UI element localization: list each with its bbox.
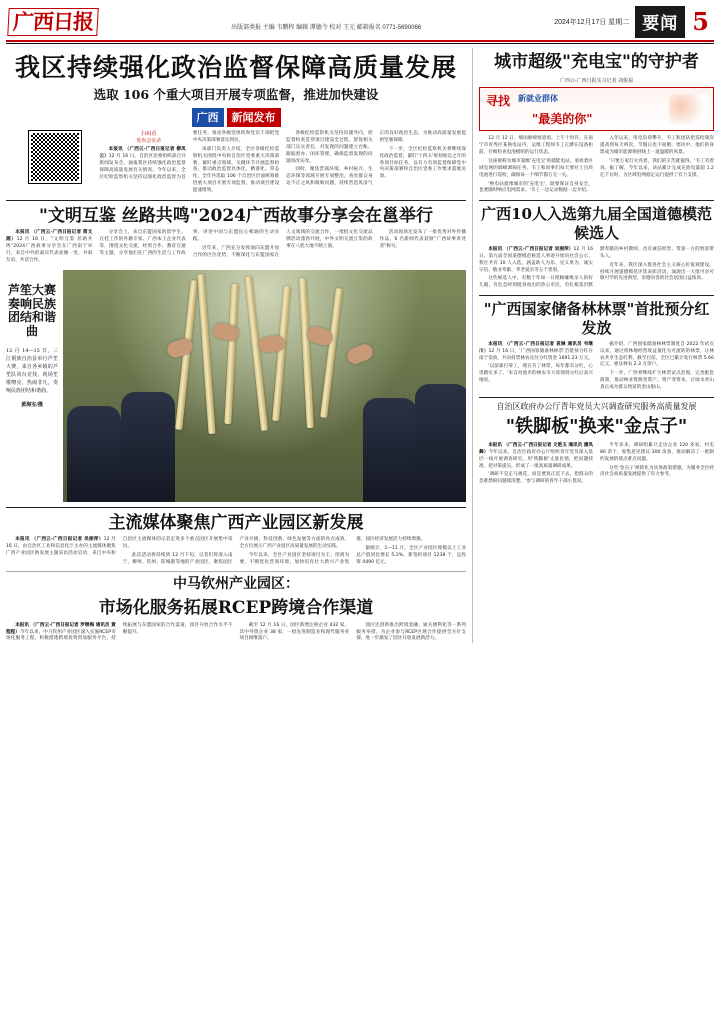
page-body bbox=[0, 44, 720, 649]
right-d-para-3: 这些'金点子'被转化为具体政策措施，为服务全区经济社会高质量发展提供了有力参考。 bbox=[600, 465, 714, 478]
left-column bbox=[6, 48, 466, 643]
badge-news-release: 新闻发布 bbox=[227, 108, 281, 127]
right-a-para-0: 12 月 12 日，细雨绵绵寒意浓。上午十时许，在南宁市青秀区某换电站内，运维工程师韦工正蹲在设备柜前，仔细检查电池模组的运行状态。 bbox=[479, 136, 593, 156]
right-c-para-0: 12 月 16 日，'广西国家储备林林票'首批预分红在南宁发放，共向持票林农兑付分红资金 1691.23 万元。 bbox=[479, 348, 593, 361]
article4-kicker: 中马钦州产业园区： bbox=[173, 575, 299, 592]
right-b-para-1: 这些候选人中，有数十年如一日照顾瘫痪亲人的好儿媳，有危急时刻挺身而出的热心市民，有扎根基层默默奉献的乡村教师，也有诚信经营、带富一方的致富带头人。 bbox=[479, 246, 714, 289]
article4-headline: 市场化服务拓展RCEP跨境合作渠道 bbox=[98, 598, 374, 619]
right-c-headline: "广西国家储备林林票"首批预分红发放 bbox=[483, 300, 710, 337]
right-c-para-2: 据介绍，广西国家储备林林票制度自 2022 年试点以来，通过将林地经营收益量化为可流转的林票，让林农共享生态红利。截至目前，全区已累计发行林票 5.66 亿元，惠及林农 2.3 万余户。 bbox=[600, 341, 714, 368]
lead-para-4: 下一步，全区纪检监察机关将继续深化政治监督，紧盯'十四五'规划收官之年的各项目标任务，以有力有效监督保障党中央决策部署和自治区党委工作要求落地见效。 bbox=[379, 146, 466, 180]
banner-decoration bbox=[669, 94, 709, 124]
right-d-kicker: 自治区政府办公厅青年党员大兴调查研究服务高质量发展 bbox=[496, 401, 697, 411]
article4-body bbox=[6, 623, 466, 644]
article3-byline: 本报讯 （广西云-广西日报记者 吴丽萍） bbox=[15, 537, 104, 543]
page-number: 5 bbox=[692, 7, 709, 36]
article3-para-2: 今年以来，全区产业园区坚持项目为王、招商为要，不断优化营商环境，加快培育壮大新兴产业集群，园区经济发展活力持续增强。 bbox=[239, 537, 426, 565]
right-d-byline: 本报讯 （广西云-广西日报记者 文艳玉 通讯员 潘凤舞） bbox=[479, 442, 593, 455]
right-a-para-1: 这座被称为城市超级'充电宝'的储能电站，承担着区域电网的调峰调频任务。韦工和同事们每天要对上百块电池进行巡检，确保每一个细节都万无一失。 bbox=[479, 158, 593, 178]
issue-date: 2024年12月17日 星期二 bbox=[554, 19, 630, 26]
section-header bbox=[635, 6, 712, 38]
right-a-headline: 城市超级"充电宝"的守护者 bbox=[494, 52, 699, 72]
article2-body bbox=[6, 230, 466, 264]
lead-para-1: 该部门负责人介绍，全区各级纪检监察机关围绕中央和自治区党委重大决策部署，紧盯重点领域、关键环节开展监督检查，推动政治监督具体化、精准化、常态化，全年共选取 106 个自治区层面统筹推进重大项目开展专项监督，推动项目建设提速增效。 bbox=[192, 146, 280, 194]
section-label: 要闻 bbox=[635, 6, 685, 38]
photo-credit: 黄海宝/摄 bbox=[21, 402, 43, 409]
banner-text-1: 寻找 bbox=[486, 94, 511, 109]
divider-r2 bbox=[479, 295, 714, 296]
right-a-byline: 广西云-广西日报实习记者 刘俊福 bbox=[559, 78, 634, 85]
article2-headline: "文明互鉴 丝路共鸣"2024广西故事分享会在邕举行 bbox=[39, 206, 433, 227]
right-c-byline: 本报讯 （广西云-广西日报记者 袁琳 通讯员 韦继川） bbox=[479, 341, 593, 354]
right-a-para-2: '换电站就像城市的'充电宝'，既要保证自身安全，也要随时响应电网需求。'韦工一边记录数据一边介绍。 bbox=[479, 181, 593, 194]
right-c-para-1: '以前靠打零工，现在有了林票，每年都有分红，心里踏实多了。'来自河池市的林农韦大哥领到分红后高兴地说。 bbox=[479, 364, 593, 384]
article2-para-0: 12 月 16 日，"文明互鉴 丝路共鸣"2024广西故事分享会在广西南宁举行，来自中外的嘉宾代表欢聚一堂，共叙友谊、共话合作。 bbox=[6, 237, 93, 263]
right-d-headline: "铁脚板"换来"金点子" bbox=[505, 416, 688, 438]
divider-2 bbox=[6, 507, 466, 508]
lead-para-0: 12 月 16 日，自治区党委组织部召开新闻发布会，通报我区持续强化政治监督保障高质量发展有关情况。今年以来，全区纪检监察机关坚持以强化政治监督为首要任务，推动各级党组织和党员干部把党中央决策部署落实到位。 bbox=[99, 131, 280, 180]
right-b-para-2: 近年来，我区深入推进社会主义核心价值观建设，持续开展道德模范评选表彰活动，涌现出一大批可亲可敬可学的先进典型，崇德向善的社会氛围日益浓厚。 bbox=[600, 262, 714, 282]
article2-para-3: 活动现场还发布了一批优秀对外传播作品，6 名新闻代表获颁"广西故事讲述者"称号。 bbox=[379, 230, 466, 250]
logo-text: 广西日报 bbox=[7, 8, 98, 36]
masthead bbox=[0, 0, 720, 40]
qr-caption: 扫码看 发布会实录 bbox=[136, 131, 162, 144]
article3-body bbox=[6, 537, 466, 567]
qr-code-image[interactable] bbox=[29, 131, 81, 183]
right-column bbox=[472, 48, 714, 643]
right-a-para-4: '只要万家灯火亮着，我们的辛苦就值得。'韦工笑着说。据了解，今年以来，该站累计完成充放电量超 1.2 亿千瓦时，为区域电网稳定运行提供了有力支撑。 bbox=[600, 158, 714, 178]
lead-para-2: 各级纪检监察机关坚持问题导向，把监督检查贯穿项目建设全过程，督促相关部门压实责任，对发现的问题建立台账、跟踪督办、闭环管理，确保监督发现的问题真改实改。 bbox=[286, 131, 373, 164]
right-c-para-3: 下一步，广西将继续扩大林票试点范围，完善配套政策，推动林业资源变资产、资产变资本，让绿水青山真正成为群众致富的金山银山。 bbox=[600, 371, 714, 391]
lead-para-3: 同时，聚焦营商环境、乡村振兴、生态环保等领域开展专项整治，查处群众身边不正之风和腐败问题，持续营造风清气正的良好政治生态，为推动高质量发展提供坚强保障。 bbox=[286, 131, 466, 187]
divider-1 bbox=[6, 200, 466, 201]
right-b-headline: 广西10人入选第九届全国道德模范候选人 bbox=[481, 205, 712, 243]
photo-title: 芦笙大赛奏响民族团结和谐曲 bbox=[7, 282, 56, 339]
right-d-para-2: 半年多来，调研组累计走访企业 120 多家、村屯 80 余个，收集意见建议 300 余条，推动解决了一批制约发展的堵点难点问题。 bbox=[600, 442, 714, 462]
divider-r1 bbox=[479, 200, 714, 201]
publisher-info: 出版部类报 主编 韦鹏程 编辑 谭德令 校对 王元 邮箱报名 0771-5690066 bbox=[231, 24, 422, 31]
article2-byline: 本报讯 （广西云-广西日报记者 简文湘） bbox=[6, 230, 93, 243]
article3-para-1: 此次活动将持续到 12 月下旬，记者们将深入南宁、柳州、钦州、防城港等地的产业园区，聚焦园区产业升级、科技创新、绿色发展等方面的亮点成效，全方位展示广西产业园区高质量发展的生动实践。 bbox=[122, 537, 350, 565]
right-d-body bbox=[479, 443, 714, 486]
news-release-badges bbox=[6, 108, 466, 127]
right-b-byline: 本报讯 （广西云-广西日报记者 吴丽萍） bbox=[488, 246, 574, 252]
article4-byline: 本报讯 （广西云-广西日报记者 罗继梅 通讯员 黄程程） bbox=[6, 622, 116, 635]
right-d-para-0: 今年以来，自治区政府办公厅组织青年党员深入基层一线开展调查研究，用'铁脚板'丈量民情，把问题找准、把对策提实，形成了一批高质量调研成果。 bbox=[479, 449, 593, 469]
article2-para-2: 近年来，广西充分发挥面向东盟开放合作的区位优势，不断深化与东盟国家在人文领域的交流合作，一批批文化交流品牌活动蓬勃开展，中外文明交流互鉴的故事在八桂大地不断上演。 bbox=[192, 230, 373, 259]
photo-text: 12 月 14—15 日，三江侗族自治县举行芦笙大赛，来自各乡镇的芦笙队同台竞技，现场笙歌嘹亮、热闹非凡，奏响民族团结和谐曲。 bbox=[6, 348, 58, 395]
banner-text-3: "最美的你" bbox=[532, 112, 593, 127]
lead-headline: 我区持续强化政治监督保障高质量发展 bbox=[15, 53, 458, 82]
article4-para-0: 今年以来，中马钦州产业园区深入实施RCEP市场化服务工程，积极搭建跨境投资贸易服务平台，持续拓展与东盟国家的合作渠道，园区开放合作水平不断提升。 bbox=[6, 622, 233, 642]
article4-para-1: 截至 12 月 16 日，园区新增注册企业 432 家，其中外资企业 38 家，一批先进制造业和现代服务业项目相继落户。 bbox=[239, 622, 350, 642]
right-a-body bbox=[479, 136, 714, 195]
campaign-banner bbox=[479, 87, 714, 131]
right-c-body bbox=[479, 342, 714, 392]
article3-para-0: 12 月 16 日，由自治区工业和信息化厅主办的主流媒体聚焦广西产业园区新发展主题采访活动启动，来自中央和自治区主流媒体的记者走进多个重点园区开展集中采访。 bbox=[6, 537, 233, 557]
right-b-para-0: 12 月 16 日，第九届全国道德模范候选人事迹开始向社会公示，我区共有 10 人入选，涵盖助人为乐、见义勇为、诚实守信、敬业奉献、孝老爱亲等五个类别。 bbox=[479, 246, 593, 273]
banner-text-2: 新就业群体 bbox=[518, 93, 559, 104]
article2-para-1: 分享会上，来自东盟国家的留学生、在桂工作的外籍专家、广西本土企业代表等，围绕文化交流、经贸合作、教育互通等主题，分享他们在广西的生活与工作故事，讲述中国与东盟民心相通的生动实践。 bbox=[99, 230, 280, 257]
article3-para-3: 据统计，1—11 月，全区产业园区规模以上工业总产值同比增长 5.2%，新签约项目 1238 个，总投资 4490 亿元。 bbox=[356, 546, 466, 565]
article3-headline: 主流媒体聚焦广西产业园区新发展 bbox=[108, 512, 364, 533]
masthead-rule bbox=[6, 40, 714, 42]
lead-byline: 本报讯 （广西云-广西日报记者 柳凤云） bbox=[99, 147, 186, 159]
divider-r3 bbox=[479, 397, 714, 398]
newspaper-logo bbox=[7, 8, 98, 36]
photo-image bbox=[63, 270, 466, 502]
article4-para-2: 园区还创新推出跨境金融、通关便利化等一系列服务举措，为企业参与RCEP区域合作提供全方位支撑，进一步激发了园区开放发展新活力。 bbox=[356, 622, 466, 642]
divider-3 bbox=[6, 571, 466, 572]
right-d-para-1: '调研不是走马观花，而是要真正沉下去，把群众的急难愁盼问题摸清楚。'参与调研的青年干部小莫说。 bbox=[479, 472, 593, 485]
lead-subhead: 选取 106 个重大项目开展专项监督，推进加快建设 bbox=[93, 86, 379, 102]
badge-guangxi: 广西 bbox=[192, 108, 224, 127]
lead-article-body bbox=[6, 131, 466, 195]
right-a-para-3: 入冬以来，用电负荷攀升，韦工和团队把巡检频次提高到每天两次，节假日也不间断。寒风中，他们的身影成为城市能源保供线上一道温暖的风景。 bbox=[600, 136, 714, 156]
photo-caption-block bbox=[6, 270, 58, 502]
right-b-body bbox=[479, 247, 714, 290]
photo-story bbox=[6, 270, 466, 502]
